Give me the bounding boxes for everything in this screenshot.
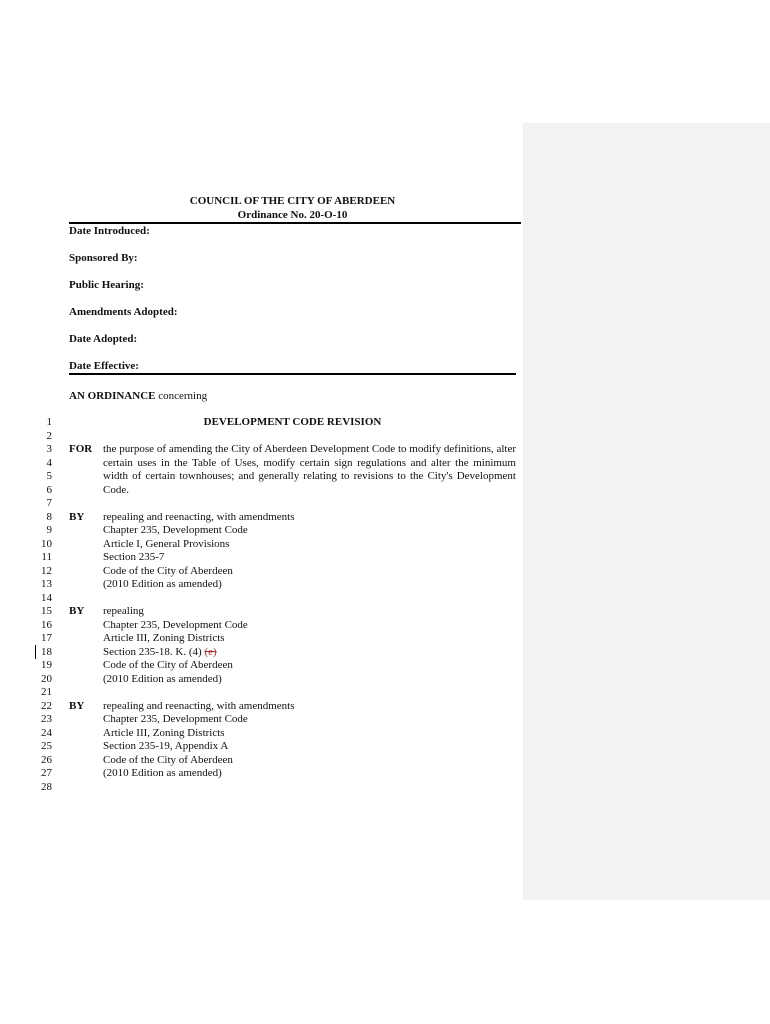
- field-sponsored-by: Sponsored By:: [69, 252, 138, 264]
- line-number: 6: [46, 484, 52, 496]
- by-2-line: Article III, Zoning Districts: [103, 632, 225, 644]
- by-2-line: Code of the City of Aberdeen: [103, 659, 233, 671]
- line-number: 23: [41, 713, 52, 725]
- line-number: 27: [41, 767, 52, 779]
- field-amendments-adopted: Amendments Adopted:: [69, 306, 178, 318]
- by-1-line: Article I, General Provisions: [103, 538, 230, 550]
- by-1-line: repealing and reenacting, with amendments: [103, 511, 295, 523]
- field-date-adopted: Date Adopted:: [69, 333, 138, 345]
- by-2-section-text: Section 235-18. K. (4): [103, 646, 205, 658]
- by-2-line: Chapter 235, Development Code: [103, 619, 248, 631]
- line-number: 1: [46, 416, 52, 428]
- line-number: 4: [46, 457, 52, 469]
- by-3-line: Article III, Zoning Districts: [103, 727, 225, 739]
- line-number: 24: [41, 727, 52, 739]
- line-number: 9: [46, 524, 52, 536]
- fields-rule: [69, 373, 516, 375]
- line-number: 15: [41, 605, 52, 617]
- line-number: 11: [41, 551, 52, 563]
- ordinance-intro-prefix: AN ORDINANCE: [69, 390, 156, 402]
- ordinance-number: Ordinance No. 20-O-10: [237, 209, 348, 221]
- field-date-effective: Date Effective:: [69, 360, 139, 372]
- by-1-line: (2010 Edition as amended): [103, 578, 222, 590]
- line-number: 16: [41, 619, 52, 631]
- comment-pane: [523, 123, 770, 900]
- line-number: 2: [46, 430, 52, 442]
- revision-change-bar: [35, 645, 36, 659]
- line-number: 12: [41, 565, 52, 577]
- line-number: 5: [46, 470, 52, 482]
- by-2-line-section: [103, 646, 217, 658]
- line-number: 19: [41, 659, 52, 671]
- by-label-1: BY: [69, 511, 85, 523]
- by-3-line: repealing and reenacting, with amendments: [103, 700, 295, 712]
- ordinance-intro: [69, 390, 207, 402]
- line-number: 21: [41, 686, 52, 698]
- header-rule: [69, 222, 521, 224]
- ordinance-title: DEVELOPMENT CODE REVISION: [203, 416, 382, 428]
- line-number: 7: [46, 497, 52, 509]
- line-number: 28: [41, 781, 52, 793]
- by-3-line: Chapter 235, Development Code: [103, 713, 248, 725]
- by-2-line: (2010 Edition as amended): [103, 673, 222, 685]
- council-heading: COUNCIL OF THE CITY OF ABERDEEN: [189, 195, 396, 207]
- line-number: 25: [41, 740, 52, 752]
- line-number: 26: [41, 754, 52, 766]
- by-label-3: BY: [69, 700, 85, 712]
- by-1-line: Section 235-7: [103, 551, 165, 563]
- line-number: 3: [46, 443, 52, 455]
- for-label: FOR: [69, 443, 93, 455]
- field-public-hearing: Public Hearing:: [69, 279, 144, 291]
- by-3-line: Code of the City of Aberdeen: [103, 754, 233, 766]
- line-number: 14: [41, 592, 52, 604]
- ordinance-intro-suffix: concerning: [155, 390, 208, 402]
- line-number: 8: [46, 511, 52, 523]
- for-text: the purpose of amending the City of Aberdeen Development Code to modify definitions, alter certain uses in the Table of Uses, modify certain sign regulations and alter the minimum width of certain townhouses; and generally relating to revisions to the City's Development Code.: [103, 443, 516, 496]
- by-3-line: (2010 Edition as amended): [103, 767, 222, 779]
- line-number: 13: [41, 578, 52, 590]
- line-number: 10: [41, 538, 52, 550]
- struck-text: (e): [204, 646, 217, 658]
- by-2-line: repealing: [103, 605, 144, 617]
- by-1-line: Chapter 235, Development Code: [103, 524, 248, 536]
- line-number: 20: [41, 673, 52, 685]
- field-date-introduced: Date Introduced:: [69, 225, 150, 237]
- comment-pane-title: [543, 123, 770, 145]
- by-1-line: Code of the City of Aberdeen: [103, 565, 233, 577]
- by-label-2: BY: [69, 605, 85, 617]
- line-number: 17: [41, 632, 52, 644]
- by-3-line: Section 235-19, Appendix A: [103, 740, 229, 752]
- line-number: 22: [41, 700, 52, 712]
- line-number: 18: [41, 646, 52, 658]
